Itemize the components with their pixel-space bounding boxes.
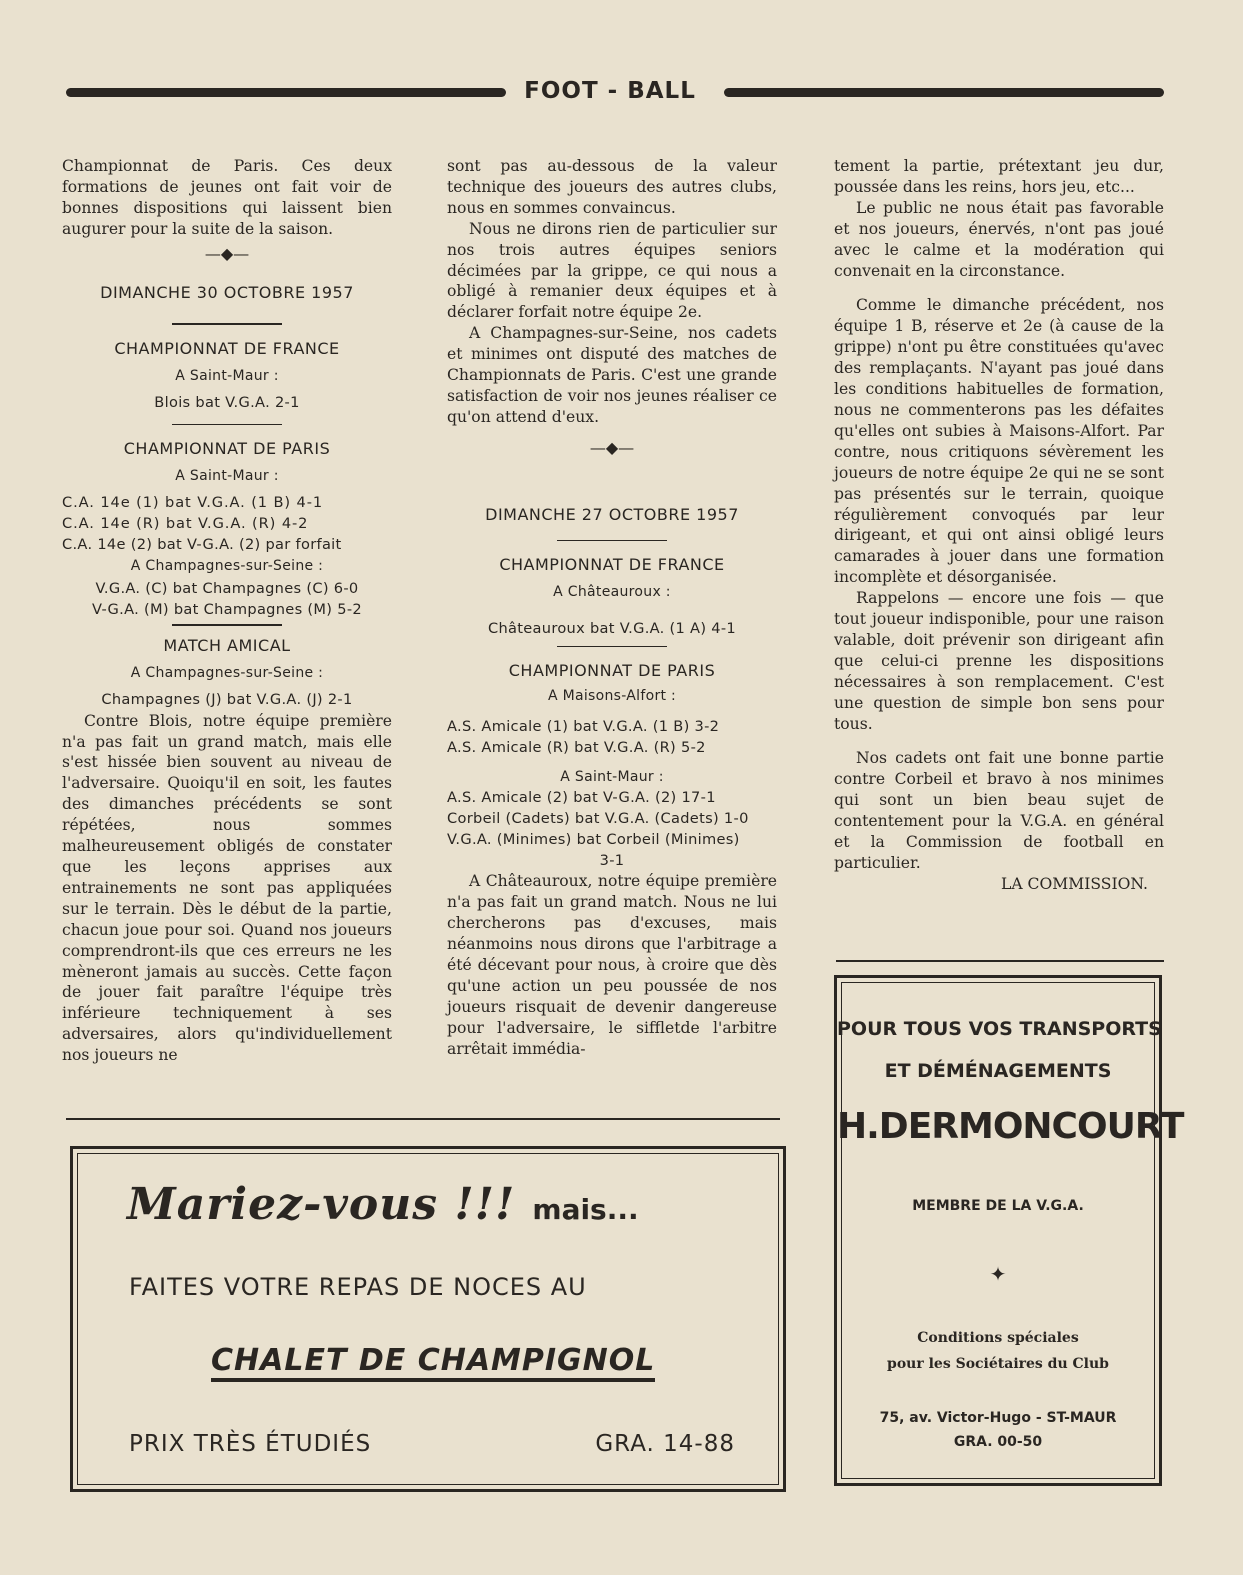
- result: Corbeil (Cadets) bat V.G.A. (Cadets) 1-0: [447, 809, 749, 827]
- col3-para: Rappelons — encore une fois — que tout joueur indisponible, pour une raison valable, doit prévenir son dirigeant afin que celui-ci prenne les dispositions nécessaires à son remplacement. C'est une question de simple bon sens pour tous.: [834, 589, 1164, 733]
- ad-line: ET DÉMÉNAGEMENTS: [884, 1060, 1112, 1082]
- ornament-icon: ✦: [989, 1262, 1007, 1286]
- col3-para: tement la partie, prétextant jeu dur, poussée dans les reins, hors jeu, etc...: [834, 157, 1164, 196]
- venue: A Saint-Maur :: [175, 367, 279, 384]
- ad-conditions: Conditions spéciales: [917, 1330, 1079, 1346]
- col3-para: Nos cadets ont fait une bonne partie contre Corbeil et bravo à nos minimes qui sont un bien beau sujet de contentement pour la V.G.A. en général et la Commission de football en particulier.: [834, 749, 1164, 872]
- ad-conditions: pour les Sociétaires du Club: [887, 1356, 1109, 1372]
- result: V.G.A. (Minimes) bat Corbeil (Minimes): [447, 830, 740, 848]
- rule: [836, 960, 1164, 962]
- rule: [557, 646, 667, 648]
- header-rule-right: [724, 88, 1164, 97]
- col2-para: Nous ne dirons rien de particulier sur nos trois autres équipes seniors décimées par la grippe, ce qui nous a obligé à remanier deux équipes et à déclarer forfait notre équipe 2e.: [447, 219, 777, 322]
- rule: [557, 540, 667, 542]
- ad-company-name: H.DERMONCOURT: [837, 1106, 1184, 1147]
- header-rule-left: [66, 88, 506, 97]
- venue: A Saint-Maur :: [560, 768, 664, 785]
- rule: [172, 323, 282, 325]
- col1-intro: Championnat de Paris. Ces deux formations de jeunes ont fait voir de bonnes dispositions qui laissent bien augurer pour la suite de la saison.: [62, 157, 392, 238]
- ad-chalet-de-champignol: [70, 1146, 786, 1492]
- result: A.S. Amicale (2) bat V-G.A. (2) 17-1: [447, 788, 716, 806]
- ad-script-text: Mariez-vous !!!: [127, 1179, 516, 1230]
- rule: [66, 1118, 780, 1120]
- column-1: [62, 156, 392, 1066]
- championnat-france-heading: CHAMPIONNAT DE FRANCE: [499, 555, 725, 575]
- rule: [172, 624, 282, 626]
- section-title: FOOT - BALL: [524, 78, 696, 104]
- date-heading: DIMANCHE 27 OCTOBRE 1957: [485, 504, 739, 524]
- col2-body: A Châteauroux, notre équipe première n'a pas fait un grand match. Nous ne lui chercherons pas d'excuses, mais néanmoins nous dirons que l'arbitrage a été décevant pour nous, à croire que dès qu'une action un peu poussée de nos joueurs risquait de devenir dangereuse pour l'adversaire, le siffletde l'arbitre arrêtait immédia-: [447, 872, 777, 1058]
- ad-phone: GRA. 00-50: [953, 1434, 1043, 1450]
- result: A.S. Amicale (R) bat V.G.A. (R) 5-2: [447, 739, 706, 757]
- result: C.A. 14e (R) bat V.G.A. (R) 4-2: [62, 514, 309, 532]
- result: Champagnes (J) bat V.G.A. (J) 2-1: [101, 690, 353, 708]
- venue: A Maisons-Alfort :: [547, 688, 677, 705]
- col3-para: Comme le dimanche précédent, nos équipe 1 B, réserve et 2e (à cause de la grippe) n'ont pu être constituées qu'avec des remplaçants. N'ayant pas joué dans les conditions habituelles de formation, nous ne commenterons pas les défaites qu'elles ont subies à Maisons-Alfort. Par contre, nous critiquons sévèrement les joueurs de notre équipe 2e qui ne se sont pas présentés sur le terrain, quoique régulièrement convoqués par leur dirigeant, et qui ont ainsi obligé leurs camarades à jouer dans une formation incomplète et désorganisée.: [834, 296, 1164, 587]
- ad-mais: mais...: [532, 1193, 639, 1226]
- result: 3-1: [599, 851, 625, 869]
- ad-phone: GRA. 14-88: [595, 1431, 735, 1457]
- ad-member: MEMBRE DE LA V.G.A.: [912, 1198, 1084, 1214]
- column-2: [447, 156, 777, 1060]
- result: Châteauroux bat V.G.A. (1 A) 4-1: [487, 619, 737, 637]
- ad-dermoncourt: [834, 975, 1184, 1486]
- ornament-divider: —◆—: [589, 437, 635, 457]
- result: V-G.A. (M) bat Champagnes (M) 5-2: [92, 600, 362, 618]
- ad-headline: [127, 1179, 639, 1230]
- ad-prix: PRIX TRÈS ÉTUDIÉS: [129, 1431, 372, 1457]
- signature: LA COMMISSION.: [1000, 874, 1148, 893]
- result: V.G.A. (C) bat Champagnes (C) 6-0: [95, 579, 359, 597]
- result: C.A. 14e (1) bat V.G.A. (1 B) 4-1: [62, 493, 324, 511]
- venue: A Champagnes-sur-Seine :: [130, 557, 324, 574]
- ad-address: 75, av. Victor-Hugo - ST-MAUR: [879, 1410, 1117, 1426]
- championnat-paris-heading: CHAMPIONNAT DE PARIS: [508, 661, 716, 681]
- venue: A Champagnes-sur-Seine :: [130, 664, 324, 681]
- ad-inner-border: [841, 982, 1155, 1479]
- ornament-divider: —◆—: [204, 243, 250, 263]
- match-amical-heading: MATCH AMICAL: [163, 635, 291, 655]
- venue: A Saint-Maur :: [175, 468, 279, 485]
- championnat-france-heading: CHAMPIONNAT DE FRANCE: [114, 338, 340, 358]
- venue: A Châteauroux :: [553, 584, 671, 600]
- col3-para: Le public ne nous était pas favorable et nos joueurs, énervés, n'ont pas joué avec le calme et la modération qui convenait en la circonstance.: [834, 198, 1164, 280]
- rule: [172, 424, 282, 426]
- col2-para: sont pas au-dessous de la valeur technique des joueurs des autres clubs, nous en sommes convaincus.: [447, 157, 777, 217]
- col1-body: Contre Blois, notre équipe première n'a pas fait un grand match, mais elle s'est hissée bien souvent au niveau de l'adversaire. Quoiqu'il en soit, les fautes des dimanches précédents se sont répétées, nous sommes malheureusement obligés de constater que les leçons apprises aux entrainements ne sont pas appliquées sur le terrain. Dès le début de la partie, chacun joue pour soi. Quand nos joueurs comprendront-ils que ces erreurs ne les mèneront jamais au succès. Cette façon de jouer fait paraître l'équipe très inférieure techniquement à ses adversaires, alors qu'individuellement nos joueurs ne: [62, 711, 392, 1065]
- result: Blois bat V.G.A. 2-1: [154, 393, 300, 411]
- date-heading: DIMANCHE 30 OCTOBRE 1957: [100, 282, 354, 302]
- championnat-paris-heading: CHAMPIONNAT DE PARIS: [123, 439, 331, 459]
- result: A.S. Amicale (1) bat V.G.A. (1 B) 3-2: [447, 718, 720, 736]
- ad-restaurant-name: CHALET DE CHAMPIGNOL: [211, 1343, 655, 1382]
- ad-line: FAITES VOTRE REPAS DE NOCES AU: [129, 1273, 587, 1301]
- result: C.A. 14e (2) bat V-G.A. (2) par forfait: [62, 535, 342, 553]
- col2-para: A Champagnes-sur-Seine, nos cadets et minimes ont disputé des matches de Championnats de Paris. C'est une grande satisfaction de voir nos jeunes réaliser ce qu'on attend d'eux.: [447, 324, 777, 426]
- ad-line: POUR TOUS VOS TRANSPORTS: [837, 1018, 1162, 1040]
- column-3: [834, 156, 1164, 895]
